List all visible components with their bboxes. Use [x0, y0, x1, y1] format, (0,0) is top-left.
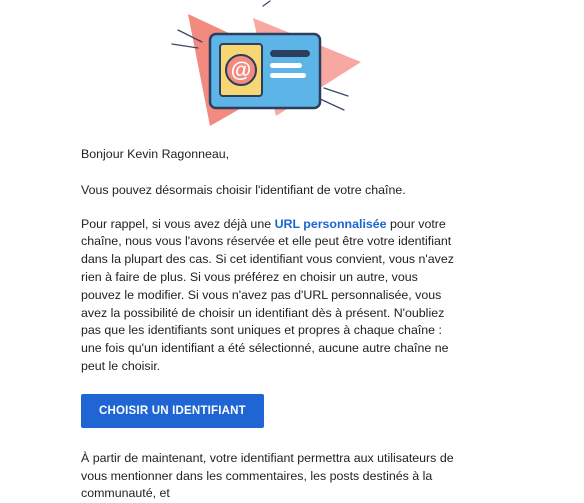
reminder-text-before-link: Pour rappel, si vous avez déjà une — [81, 216, 275, 231]
intro-text: Vous pouvez désormais choisir l'identifiant de votre chaîne. — [81, 182, 406, 197]
id-card-at-sign-icon — [158, 0, 368, 135]
reminder-paragraph — [81, 216, 461, 376]
outro-text: À partir de maintenant, votre identifiant permettra aux utilisateurs de vous mentionner dans les commentaires, les posts destinés à la communauté, et — [81, 450, 454, 501]
choose-handle-button[interactable]: CHOISIR UN IDENTIFIANT — [81, 394, 264, 428]
greeting-text: Bonjour Kevin Ragonneau, — [81, 147, 230, 161]
email-content — [81, 146, 461, 503]
hero-illustration — [0, 0, 584, 135]
custom-url-link[interactable]: URL personnalisée — [274, 216, 387, 231]
reminder-text-after-link: pour votre chaîne, nous vous l'avons réservée et elle peut être votre identifiant dans la plupart des cas. Si cet identifiant vous convient, vous n'avez rien à faire de plus. Si vous préférez en choisir un autre, vous pouvez le modifier. Si vous n'avez pas d'URL personnalisée, vous avez la possibilité de choisir un identifiant dès à présent. N'oubliez pas que les identifiants sont uniques et propres à chaque chaîne : une fois qu'un identifiant a été sélectionné, aucune autre chaîne ne peut le choisir. — [81, 216, 454, 373]
at-symbol-glyph: @ — [230, 59, 252, 82]
